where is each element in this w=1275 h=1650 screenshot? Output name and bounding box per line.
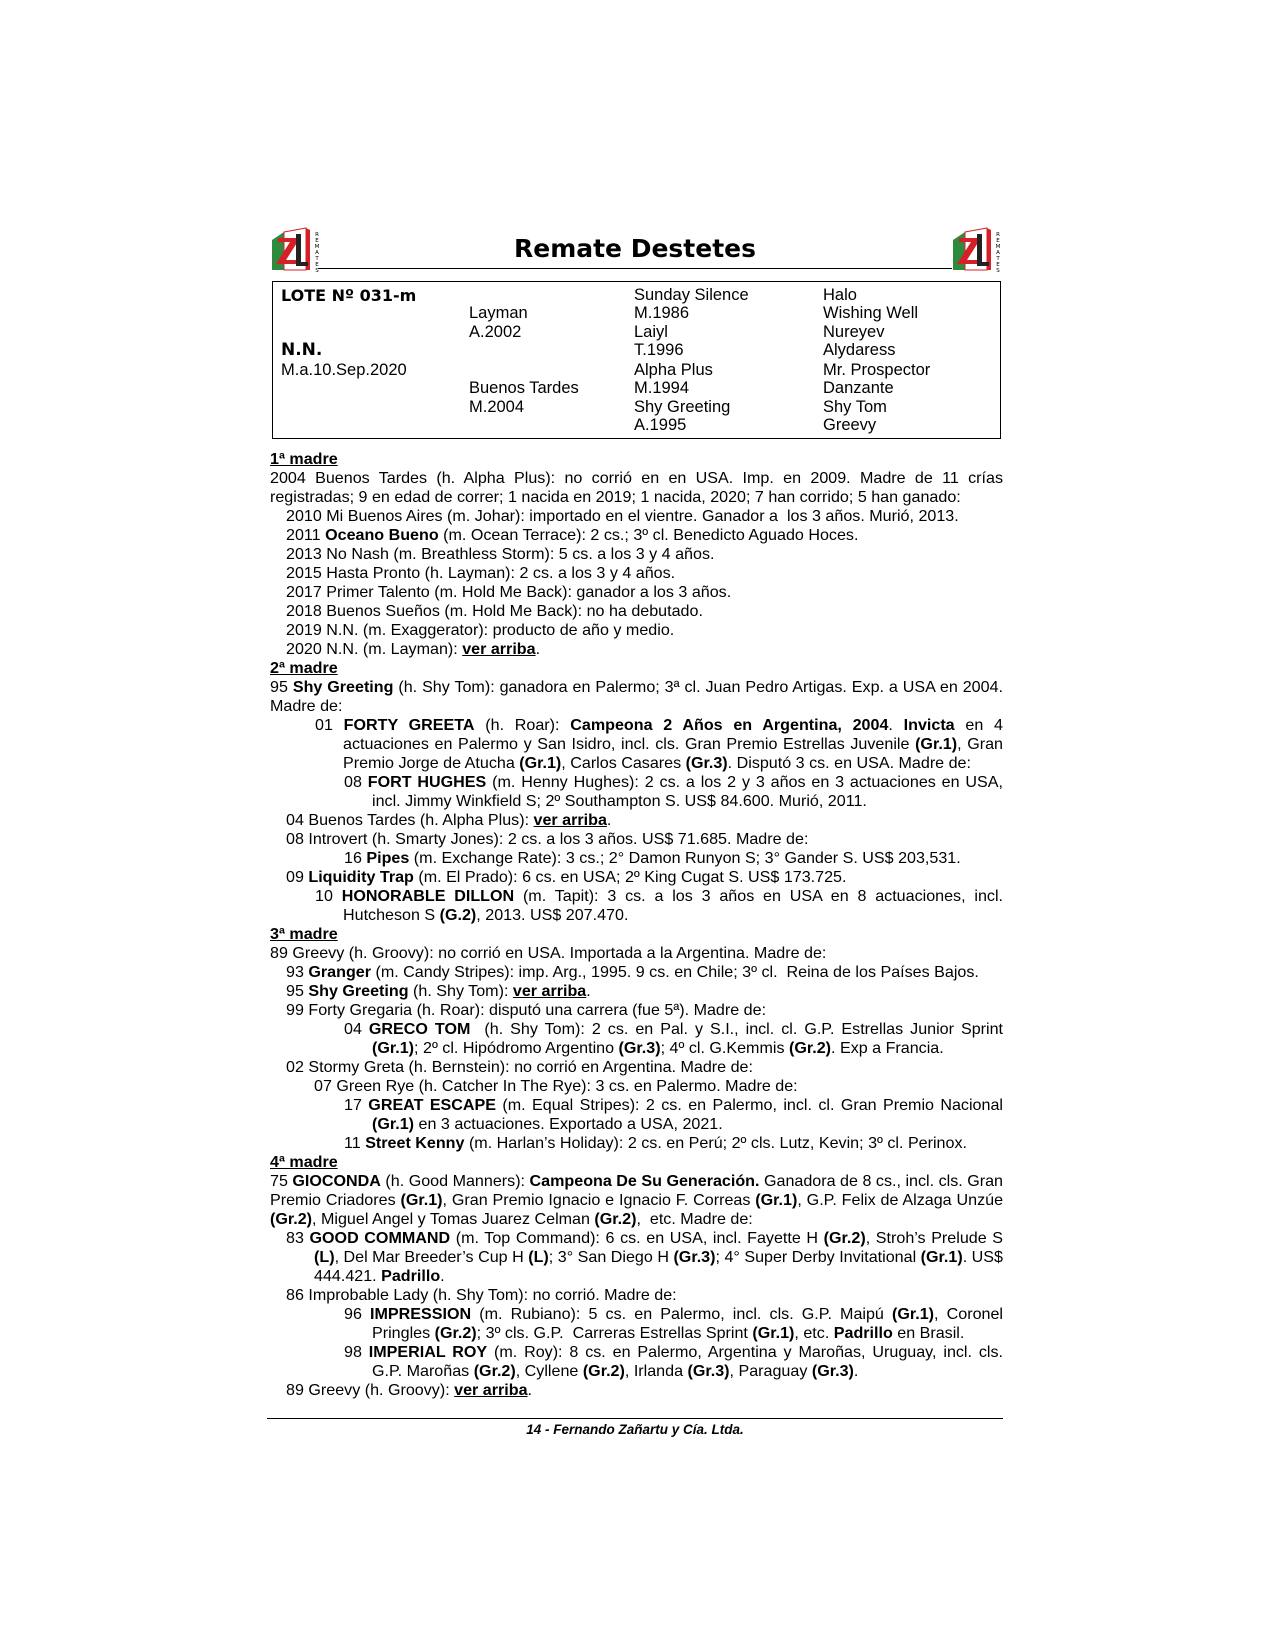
- produce-entry: 83 GOOD COMMAND (m. Top Command): 6 cs. en USA, incl. Fayette H (Gr.2), Stroh’s Prelude S (L), Del Mar Breeder’s Cup H (L); 3° San Diego H (Gr.3); 4° Super Derby Invitational (Gr.1). US$ 444.421. Padrillo.: [286, 1229, 1004, 1285]
- produce-entry: 08 FORT HUGHES (m. Henny Hughes): 2 cs. a los 2 y 3 años en 3 actuaciones en USA, incl. Jimmy Winkfield S; 2º Southampton S. US$ 84.600. Murió, 2011.: [344, 773, 1003, 810]
- produce-entry: 04 GRECO TOM (h. Shy Tom): 2 cs. en Pal. y S.I., incl. cl. G.P. Estrellas Junior Sprint (Gr.1); 2º cl. Hipódromo Argentino (Gr.3); 4º cl. G.Kemmis (Gr.2). Exp a Francia.: [344, 1020, 1004, 1057]
- zl-remates-logo-right: [951, 226, 1003, 274]
- sire: Layman: [469, 304, 528, 322]
- gen2-entry: Alpha Plus: [634, 361, 713, 379]
- svg-text:E: E: [315, 262, 319, 268]
- produce-entry: 11 Street Kenny (m. Harlan’s Holiday): 2 cs. en Perú; 2º cls. Lutz, Kevin; 3º cl. Perinox.: [344, 1134, 967, 1152]
- produce-entry: 86 Improbable Lady (h. Shy Tom): no corrió. Madre de:: [286, 1286, 677, 1304]
- produce-entry: 01 FORTY GREETA (h. Roar): Campeona 2 Años en Argentina, 2004. Invicta en 4 actuaciones en Palermo y San Isidro, incl. cls. Gran Premio Estrellas Juvenile (Gr.1), Gran Premio Jorge de Atucha (Gr.1), Carlos Casares (Gr.3). Disputó 3 cs. en USA. Madre de:: [315, 716, 1003, 772]
- produce-record: [270, 450, 1003, 1400]
- produce-entry: 2011 Oceano Bueno (m. Ocean Terrace): 2 cs.; 3º cl. Benedicto Aguado Hoces.: [286, 526, 859, 544]
- gen3-entry: Alydaress: [823, 341, 896, 359]
- produce-entry: 2019 N.N. (m. Exaggerator): producto de año y medio.: [286, 621, 675, 639]
- lot-number: LOTE Nº 031-m: [281, 286, 417, 305]
- page-footer: 14 - Fernando Zañartu y Cía. Ltda.: [526, 1422, 744, 1437]
- svg-text:M: M: [995, 244, 1001, 250]
- gen3-entry: Shy Tom: [823, 398, 887, 416]
- gen3-entry: Wishing Well: [823, 304, 919, 322]
- ver-arriba-link[interactable]: ver arriba: [454, 1381, 528, 1399]
- gen2-entry: M.1994: [634, 379, 690, 397]
- gen2-entry: T.1996: [634, 341, 684, 359]
- ver-arriba-link[interactable]: ver arriba: [512, 982, 587, 1000]
- dam-paragraph: 2004 Buenos Tardes (h. Alpha Plus): no corrió en en USA. Imp. en 2009. Madre de 11 crías registradas; 9 en edad de correr; 1 nacida en 2019; 1 nacida, 2020; 7 han corrido; 5 han ganado:: [270, 469, 1003, 506]
- svg-text:A: A: [315, 250, 319, 256]
- section-heading-2: 2ª madre: [270, 659, 338, 677]
- svg-text:S: S: [996, 268, 1000, 274]
- pedigree-box: [272, 281, 1001, 439]
- produce-entry: 96 IMPRESSION (m. Rubiano): 5 cs. en Palermo, incl. cls. G.P. Maipú (Gr.1), Coronel Pringles (Gr.2); 3º cls. G.P. Carreras Estrellas Sprint (Gr.1), etc. Padrillo en Brasil.: [344, 1305, 1004, 1342]
- section-heading-1: 1ª madre: [270, 450, 338, 468]
- svg-text:T: T: [996, 256, 1000, 262]
- produce-entry: 98 IMPERIAL ROY (m. Roy): 8 cs. en Palermo, Argentina y Maroñas, Uruguay, incl. cls. G.P. Maroñas (Gr.2), Cyllene (Gr.2), Irlanda (Gr.3), Paraguay (Gr.3).: [344, 1343, 1003, 1380]
- produce-entry: 99 Forty Gregaria (h. Roar): disputó una carrera (fue 5ª). Madre de:: [286, 1001, 767, 1019]
- zl-remates-logo: [270, 226, 322, 274]
- dam-info: M.2004: [469, 398, 525, 416]
- produce-entry: 2015 Hasta Pronto (h. Layman): 2 cs. a los 3 y 4 años.: [286, 564, 676, 582]
- produce-entry: 09 Liquidity Trap (m. El Prado): 6 cs. en USA; 2º King Cugat S. US$ 173.725.: [286, 868, 847, 886]
- svg-text:T: T: [315, 256, 319, 262]
- svg-text:E: E: [996, 238, 1000, 244]
- produce-entry: 02 Stormy Greta (h. Bernstein): no corrió en Argentina. Madre de:: [286, 1058, 753, 1076]
- produce-entry: 93 Granger (m. Candy Stripes): imp. Arg., 1995. 9 cs. en Chile; 3º cl. Reina de los Países Bajos.: [286, 963, 979, 981]
- produce-entry: 2017 Primer Talento (m. Hold Me Back): ganador a los 3 años.: [286, 583, 732, 601]
- svg-text:M: M: [314, 244, 320, 250]
- birth-info: M.a.10.Sep.2020: [281, 361, 407, 379]
- produce-entry: 08 Introvert (h. Smarty Jones): 2 cs. a los 3 años. US$ 71.685. Madre de:: [286, 830, 809, 848]
- gen3-entry: Danzante: [823, 379, 894, 397]
- svg-text:A: A: [996, 250, 1000, 256]
- svg-text:S: S: [315, 268, 319, 274]
- sire-info: A.2002: [469, 323, 522, 341]
- gen2-entry: M.1986: [634, 304, 690, 322]
- gen3-entry: Mr. Prospector: [823, 361, 931, 379]
- dam-paragraph: 89 Greevy (h. Groovy): no corrió en USA. Importada a la Argentina. Madre de:: [270, 944, 827, 962]
- produce-entry: 16 Pipes (m. Exchange Rate): 3 cs.; 2° Damon Runyon S; 3° Gander S. US$ 203,531.: [344, 849, 961, 867]
- horse-name: N.N.: [281, 340, 323, 360]
- produce-entry: 89 Greevy (h. Groovy): ver arriba.: [286, 1381, 533, 1399]
- footer-divider: [267, 1418, 1003, 1419]
- dam-paragraph: 75 GIOCONDA (h. Good Manners): Campeona De Su Generación. Ganadora de 8 cs., incl. cls. Gran Premio Criadores (Gr.1), Gran Premio Ignacio e Ignacio F. Correas (Gr.1), G.P. Felix de Alzaga Unzúe (Gr.2), Miguel Angel y Tomas Juarez Celman (Gr.2), etc. Madre de:: [270, 1172, 1004, 1228]
- ver-arriba-link[interactable]: ver arriba: [462, 640, 536, 658]
- ver-arriba-link[interactable]: ver arriba: [533, 811, 607, 829]
- section-heading-4: 4ª madre: [270, 1153, 338, 1171]
- produce-entry: 10 HONORABLE DILLON (m. Tapit): 3 cs. a los 3 años en USA en 8 actuaciones, incl. Hutcheson S (G.2), 2013. US$ 207.470.: [315, 887, 1003, 924]
- svg-text:E: E: [315, 238, 319, 244]
- dam-paragraph: 95 Shy Greeting (h. Shy Tom): ganadora en Palermo; 3ª cl. Juan Pedro Artigas. Exp. a USA en 2004. Madre de:: [270, 678, 1004, 715]
- produce-entry: 17 GREAT ESCAPE (m. Equal Stripes): 2 cs. en Palermo, incl. cl. Gran Premio Nacional (Gr.1) en 3 actuaciones. Exportado a USA, 2021.: [344, 1096, 1003, 1133]
- produce-entry: 2020 N.N. (m. Layman): ver arriba.: [286, 640, 541, 658]
- produce-entry: 95 Shy Greeting (h. Shy Tom): ver arriba.: [286, 982, 591, 1000]
- dam: Buenos Tardes: [469, 379, 579, 397]
- gen2-entry: Sunday Silence: [634, 286, 749, 304]
- header-divider: [318, 268, 952, 269]
- produce-entry: 04 Buenos Tardes (h. Alpha Plus): ver arriba.: [286, 811, 612, 829]
- gen3-entry: Greevy: [823, 416, 877, 434]
- svg-text:R: R: [996, 232, 1000, 238]
- logo-text-r: R: [315, 232, 319, 238]
- gen3-entry: Nureyev: [823, 323, 885, 341]
- gen2-entry: Shy Greeting: [634, 398, 731, 416]
- produce-entry: 07 Green Rye (h. Catcher In The Rye): 3 cs. en Palermo. Madre de:: [314, 1077, 798, 1095]
- produce-entry: 2013 No Nash (m. Breathless Storm): 5 cs. a los 3 y 4 años.: [286, 545, 715, 563]
- gen2-entry: A.1995: [634, 416, 687, 434]
- produce-entry: 2018 Buenos Sueños (m. Hold Me Back): no ha debutado.: [286, 602, 703, 620]
- gen2-entry: Laiyl: [634, 323, 668, 341]
- section-heading-3: 3ª madre: [270, 925, 338, 943]
- page-title: Remate Destetes: [513, 234, 757, 263]
- gen3-entry: Halo: [823, 286, 857, 304]
- produce-entry: 2010 Mi Buenos Aires (m. Johar): importado en el vientre. Ganador a los 3 años. Murió, 2013.: [286, 507, 959, 525]
- svg-text:E: E: [996, 262, 1000, 268]
